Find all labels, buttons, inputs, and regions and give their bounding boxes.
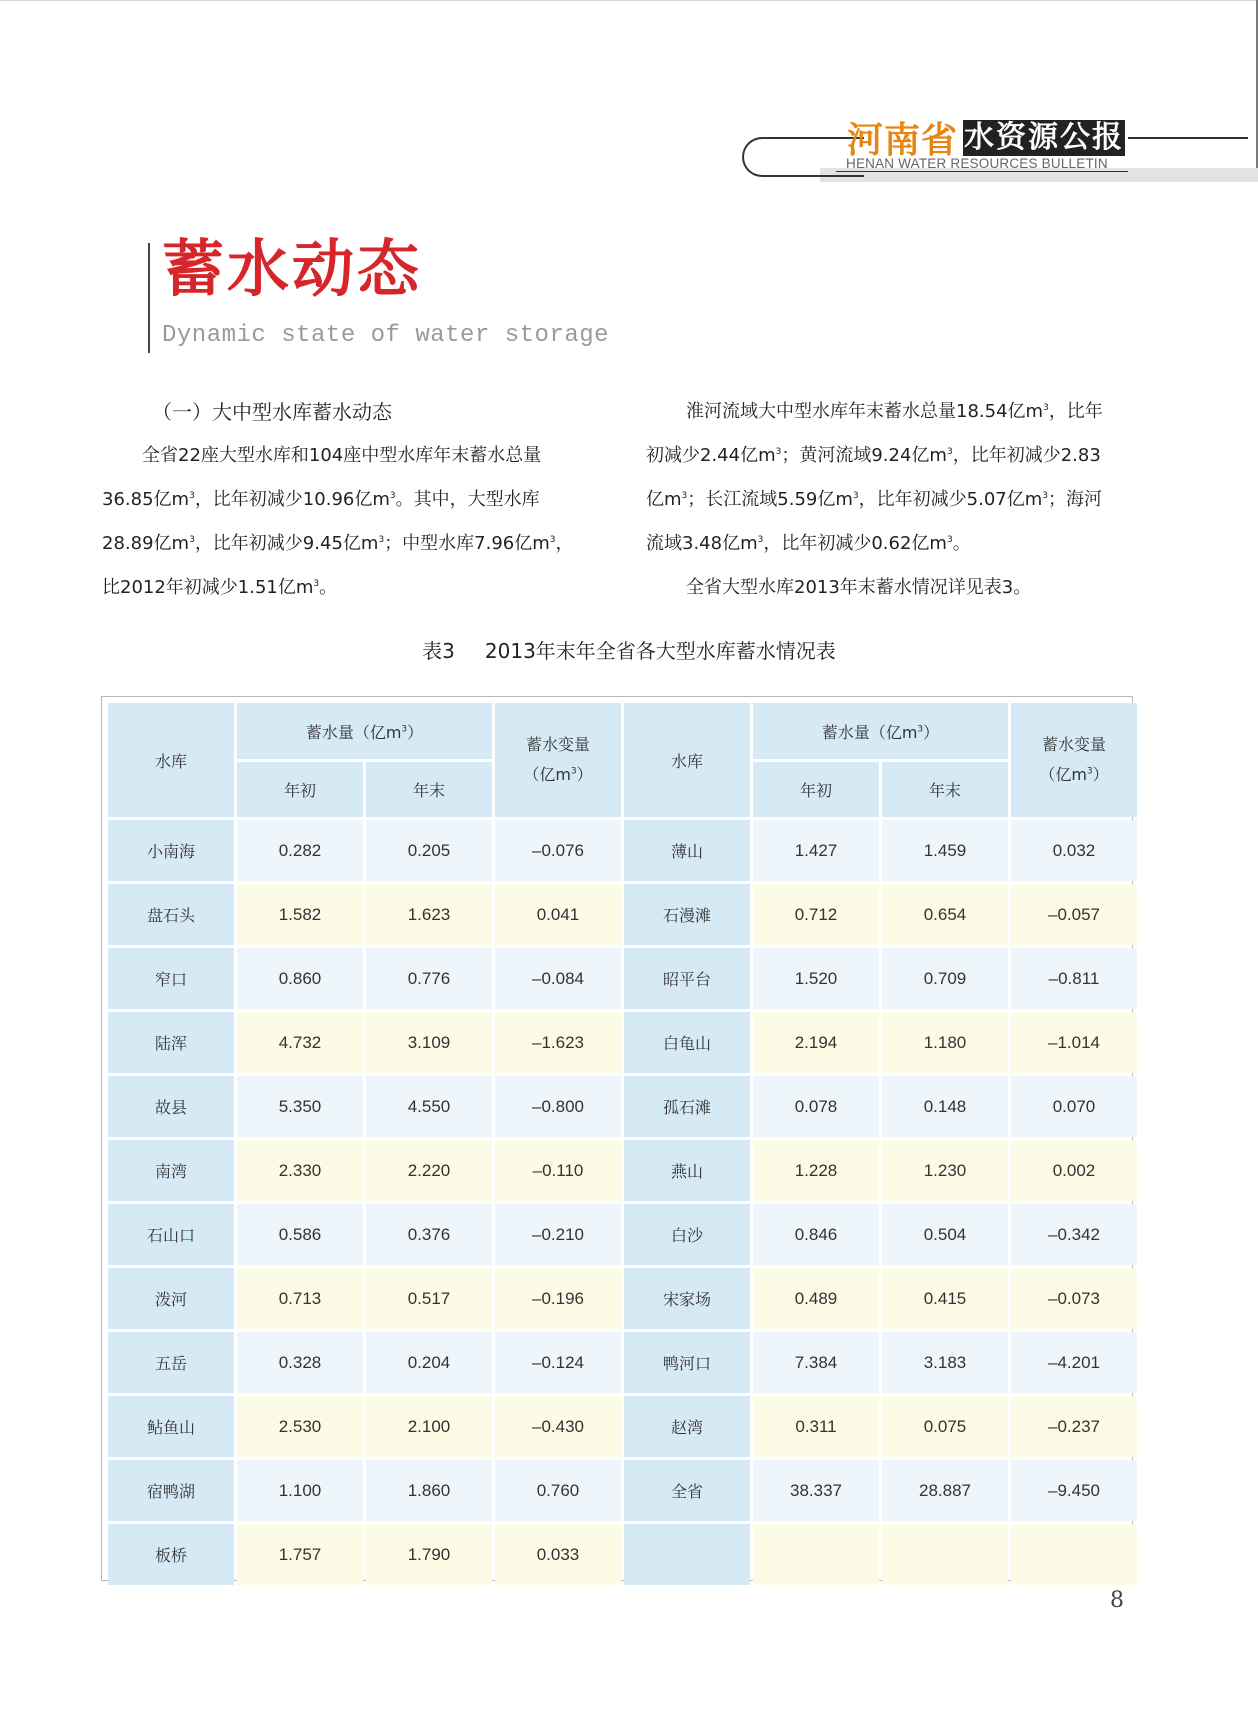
reservoir-name-cell: 小南海 bbox=[108, 820, 234, 881]
text: （亿m bbox=[523, 765, 571, 784]
reservoir-name-cell: 板桥 bbox=[108, 1524, 234, 1585]
text: 36.85亿m bbox=[102, 489, 190, 510]
table-body bbox=[108, 820, 1137, 1585]
table-row bbox=[108, 820, 1137, 881]
section-title: 蓄水动态 bbox=[162, 232, 423, 305]
change-value-cell: –0.210 bbox=[495, 1204, 621, 1265]
text: ；黄河流域9.24亿m bbox=[781, 445, 947, 466]
header-rule bbox=[1128, 137, 1248, 139]
end-value-cell: 0.654 bbox=[882, 884, 1008, 945]
end-value-cell: 0.504 bbox=[882, 1204, 1008, 1265]
text: ， bbox=[555, 533, 574, 554]
reservoir-name-cell: 全省 bbox=[624, 1460, 750, 1521]
reservoir-name-cell: 孤石滩 bbox=[624, 1076, 750, 1137]
change-value-cell: –1.623 bbox=[495, 1012, 621, 1073]
table-row bbox=[108, 1076, 1137, 1137]
superscript: 3 bbox=[681, 491, 688, 501]
end-value-cell: 0.709 bbox=[882, 948, 1008, 1009]
text: ，比年初减少9.45亿m bbox=[194, 533, 379, 554]
start-value-cell: 0.846 bbox=[753, 1204, 879, 1265]
text: ；长江流域5.59亿m bbox=[687, 489, 853, 510]
change-value-cell: 0.002 bbox=[1011, 1140, 1137, 1201]
text: ，比年初减少2.83 bbox=[952, 445, 1101, 466]
table-number: 表3 bbox=[422, 639, 455, 663]
text: ，比年初减少10.96亿m bbox=[194, 489, 390, 510]
table-row bbox=[108, 1140, 1137, 1201]
end-value-cell: 2.100 bbox=[366, 1396, 492, 1457]
text: 全省大型水库2013年末蓄水情况详见表3。 bbox=[686, 577, 1032, 598]
text: ） bbox=[407, 722, 424, 742]
text: 。 bbox=[319, 577, 338, 598]
change-value-cell: –4.201 bbox=[1011, 1332, 1137, 1393]
reservoir-name-cell: 鸭河口 bbox=[624, 1332, 750, 1393]
text: 比2012年初减少1.51亿m bbox=[102, 577, 314, 598]
paragraph-line bbox=[102, 434, 602, 478]
end-value-cell: 28.887 bbox=[882, 1460, 1008, 1521]
superscript: 3 bbox=[946, 535, 953, 545]
paragraph-line bbox=[646, 390, 1136, 434]
text: 流域3.48亿m bbox=[646, 533, 758, 554]
end-value-cell bbox=[882, 1524, 1008, 1585]
start-value-cell: 0.328 bbox=[237, 1332, 363, 1393]
storage-table bbox=[105, 700, 1140, 1588]
end-value-cell: 3.109 bbox=[366, 1012, 492, 1073]
text: ；海河 bbox=[1048, 489, 1102, 510]
start-value-cell: 0.311 bbox=[753, 1396, 879, 1457]
header-storage bbox=[753, 703, 1008, 759]
reservoir-name-cell: 故县 bbox=[108, 1076, 234, 1137]
reservoir-name-cell: 白沙 bbox=[624, 1204, 750, 1265]
header-storage bbox=[237, 703, 492, 759]
superscript: 3 bbox=[189, 491, 195, 501]
start-value-cell: 0.586 bbox=[237, 1204, 363, 1265]
start-value-cell: 1.582 bbox=[237, 884, 363, 945]
end-value-cell: 0.205 bbox=[366, 820, 492, 881]
end-value-cell: 2.220 bbox=[366, 1140, 492, 1201]
superscript: 3 bbox=[378, 535, 385, 545]
change-value-cell: –0.124 bbox=[495, 1332, 621, 1393]
superscript: 3 bbox=[389, 491, 396, 501]
text: ） bbox=[576, 765, 593, 784]
change-value-cell: –0.084 bbox=[495, 948, 621, 1009]
superscript: 3 bbox=[189, 535, 195, 545]
table-row bbox=[108, 948, 1137, 1009]
reservoir-name-cell: 盘石头 bbox=[108, 884, 234, 945]
text: 蓄水变量 bbox=[525, 735, 590, 754]
text: ，比年初减少0.62亿m bbox=[763, 533, 947, 554]
change-value-cell bbox=[1011, 1524, 1137, 1585]
change-value-cell: –0.430 bbox=[495, 1396, 621, 1457]
end-value-cell: 1.230 bbox=[882, 1140, 1008, 1201]
paragraph-line bbox=[102, 522, 602, 566]
change-value-cell: –1.014 bbox=[1011, 1012, 1137, 1073]
start-value-cell: 1.100 bbox=[237, 1460, 363, 1521]
change-value-cell: –0.342 bbox=[1011, 1204, 1137, 1265]
change-value-cell: –0.073 bbox=[1011, 1268, 1137, 1329]
table-row bbox=[108, 1332, 1137, 1393]
end-value-cell: 3.183 bbox=[882, 1332, 1008, 1393]
header-underline bbox=[836, 171, 1128, 172]
paragraph-line bbox=[102, 566, 602, 610]
header-change bbox=[1011, 703, 1137, 817]
text: ；中型水库7.96亿m bbox=[384, 533, 550, 554]
storage-table-frame bbox=[101, 696, 1133, 1581]
end-value-cell: 1.860 bbox=[366, 1460, 492, 1521]
header-end: 年末 bbox=[882, 762, 1008, 817]
text: 。 bbox=[952, 533, 971, 554]
end-value-cell: 4.550 bbox=[366, 1076, 492, 1137]
end-value-cell: 0.148 bbox=[882, 1076, 1008, 1137]
change-value-cell: 0.070 bbox=[1011, 1076, 1137, 1137]
text: 蓄水变量 bbox=[1041, 735, 1106, 754]
start-value-cell: 7.384 bbox=[753, 1332, 879, 1393]
text: 蓄水量（亿m bbox=[305, 722, 402, 742]
reservoir-name-cell: 赵湾 bbox=[624, 1396, 750, 1457]
text: 初减少2.44亿m bbox=[646, 445, 776, 466]
table-caption bbox=[0, 635, 1258, 664]
bulletin-title-name: 水资源公报 bbox=[964, 120, 1124, 155]
start-value-cell: 4.732 bbox=[237, 1012, 363, 1073]
table-row bbox=[108, 1460, 1137, 1521]
text: 蓄水量（亿m bbox=[821, 722, 918, 742]
change-value-cell: –0.800 bbox=[495, 1076, 621, 1137]
reservoir-name-cell: 泼河 bbox=[108, 1268, 234, 1329]
reservoir-name-cell: 窄口 bbox=[108, 948, 234, 1009]
change-value-cell: –0.057 bbox=[1011, 884, 1137, 945]
start-value-cell: 5.350 bbox=[237, 1076, 363, 1137]
superscript: 3 bbox=[946, 447, 953, 457]
end-value-cell: 1.459 bbox=[882, 820, 1008, 881]
change-value-cell: –0.076 bbox=[495, 820, 621, 881]
superscript: 3 bbox=[570, 766, 577, 777]
table-row bbox=[108, 1204, 1137, 1265]
start-value-cell: 0.282 bbox=[237, 820, 363, 881]
page-number: 8 bbox=[1110, 1588, 1124, 1613]
text: 。其中，大型水库 bbox=[395, 489, 540, 510]
superscript: 3 bbox=[1043, 403, 1049, 413]
text: ） bbox=[923, 722, 940, 742]
table-row bbox=[108, 1268, 1137, 1329]
change-value-cell: 0.760 bbox=[495, 1460, 621, 1521]
start-value-cell: 2.330 bbox=[237, 1140, 363, 1201]
end-value-cell: 1.790 bbox=[366, 1524, 492, 1585]
change-value-cell: –0.196 bbox=[495, 1268, 621, 1329]
superscript: 3 bbox=[757, 535, 764, 545]
start-value-cell bbox=[753, 1524, 879, 1585]
section-subtitle: Dynamic state of water storage bbox=[162, 322, 610, 349]
end-value-cell: 0.517 bbox=[366, 1268, 492, 1329]
superscript: 3 bbox=[917, 724, 924, 735]
end-value-cell: 0.075 bbox=[882, 1396, 1008, 1457]
end-value-cell: 1.623 bbox=[366, 884, 492, 945]
start-value-cell: 0.712 bbox=[753, 884, 879, 945]
text: 亿m bbox=[646, 489, 682, 510]
reservoir-name-cell: 昭平台 bbox=[624, 948, 750, 1009]
reservoir-name-cell: 白龟山 bbox=[624, 1012, 750, 1073]
reservoir-name-cell: 石山口 bbox=[108, 1204, 234, 1265]
text: （亿m bbox=[1039, 765, 1087, 784]
bulletin-title-province: 河南省 bbox=[847, 119, 959, 161]
text: 全省22座大型水库和104座中型水库年末蓄水总量 bbox=[142, 445, 542, 466]
header-start: 年初 bbox=[237, 762, 363, 817]
start-value-cell: 0.860 bbox=[237, 948, 363, 1009]
start-value-cell: 0.078 bbox=[753, 1076, 879, 1137]
reservoir-name-cell: 鲇鱼山 bbox=[108, 1396, 234, 1457]
text: ，比年 bbox=[1048, 401, 1103, 422]
paragraph-line bbox=[646, 566, 1136, 610]
text: 28.89亿m bbox=[102, 533, 190, 554]
reservoir-name-cell: 南湾 bbox=[108, 1140, 234, 1201]
text: ，比年初减少5.07亿m bbox=[858, 489, 1043, 510]
change-value-cell: 0.033 bbox=[495, 1524, 621, 1585]
reservoir-name-cell: 宋家场 bbox=[624, 1268, 750, 1329]
text: ） bbox=[1092, 765, 1109, 784]
end-value-cell: 0.204 bbox=[366, 1332, 492, 1393]
paragraph-line bbox=[646, 434, 1136, 478]
table-title: 2013年末年全省各大型水库蓄水情况表 bbox=[484, 639, 836, 663]
left-text-column bbox=[102, 390, 602, 610]
reservoir-name-cell: 薄山 bbox=[624, 820, 750, 881]
reservoir-name-cell: 宿鸭湖 bbox=[108, 1460, 234, 1521]
table-row bbox=[108, 884, 1137, 945]
end-value-cell: 0.776 bbox=[366, 948, 492, 1009]
change-value-cell: –0.110 bbox=[495, 1140, 621, 1201]
superscript: 3 bbox=[401, 724, 408, 735]
start-value-cell: 2.530 bbox=[237, 1396, 363, 1457]
table-row bbox=[108, 1012, 1137, 1073]
reservoir-name-cell: 陆浑 bbox=[108, 1012, 234, 1073]
change-value-cell: 0.032 bbox=[1011, 820, 1137, 881]
superscript: 3 bbox=[1042, 491, 1048, 501]
reservoir-name-cell bbox=[624, 1524, 750, 1585]
paragraph-line bbox=[102, 478, 602, 522]
change-value-cell: –0.237 bbox=[1011, 1396, 1137, 1457]
end-value-cell: 0.415 bbox=[882, 1268, 1008, 1329]
start-value-cell: 1.427 bbox=[753, 820, 879, 881]
paragraph-line bbox=[646, 522, 1136, 566]
superscript: 3 bbox=[313, 579, 320, 589]
change-value-cell: –9.450 bbox=[1011, 1460, 1137, 1521]
bulletin-subtitle: HENAN WATER RESOURCES BULLETIN bbox=[846, 156, 1108, 171]
start-value-cell: 1.228 bbox=[753, 1140, 879, 1201]
right-text-column bbox=[646, 390, 1136, 610]
superscript: 3 bbox=[1086, 766, 1093, 777]
end-value-cell: 0.376 bbox=[366, 1204, 492, 1265]
table-row bbox=[108, 1524, 1137, 1585]
header-end: 年末 bbox=[366, 762, 492, 817]
header-reservoir: 水库 bbox=[624, 703, 750, 817]
start-value-cell: 1.757 bbox=[237, 1524, 363, 1585]
change-value-cell: 0.041 bbox=[495, 884, 621, 945]
paragraph-line bbox=[646, 478, 1136, 522]
superscript: 3 bbox=[852, 491, 859, 501]
change-value-cell: –0.811 bbox=[1011, 948, 1137, 1009]
start-value-cell: 0.489 bbox=[753, 1268, 879, 1329]
section-title-bar bbox=[148, 243, 150, 353]
reservoir-name-cell: 燕山 bbox=[624, 1140, 750, 1201]
header-change bbox=[495, 703, 621, 817]
start-value-cell: 0.713 bbox=[237, 1268, 363, 1329]
header-start: 年初 bbox=[753, 762, 879, 817]
superscript: 3 bbox=[775, 447, 782, 457]
start-value-cell: 1.520 bbox=[753, 948, 879, 1009]
superscript: 3 bbox=[549, 535, 556, 545]
reservoir-name-cell: 石漫滩 bbox=[624, 884, 750, 945]
start-value-cell: 2.194 bbox=[753, 1012, 879, 1073]
reservoir-name-cell: 五岳 bbox=[108, 1332, 234, 1393]
start-value-cell: 38.337 bbox=[753, 1460, 879, 1521]
header-reservoir: 水库 bbox=[108, 703, 234, 817]
top-border-line bbox=[0, 0, 1258, 1]
subsection-heading: （一）大中型水库蓄水动态 bbox=[152, 400, 392, 424]
text: 淮河流域大中型水库年末蓄水总量18.54亿m bbox=[686, 401, 1044, 422]
end-value-cell: 1.180 bbox=[882, 1012, 1008, 1073]
table-row bbox=[108, 1396, 1137, 1457]
